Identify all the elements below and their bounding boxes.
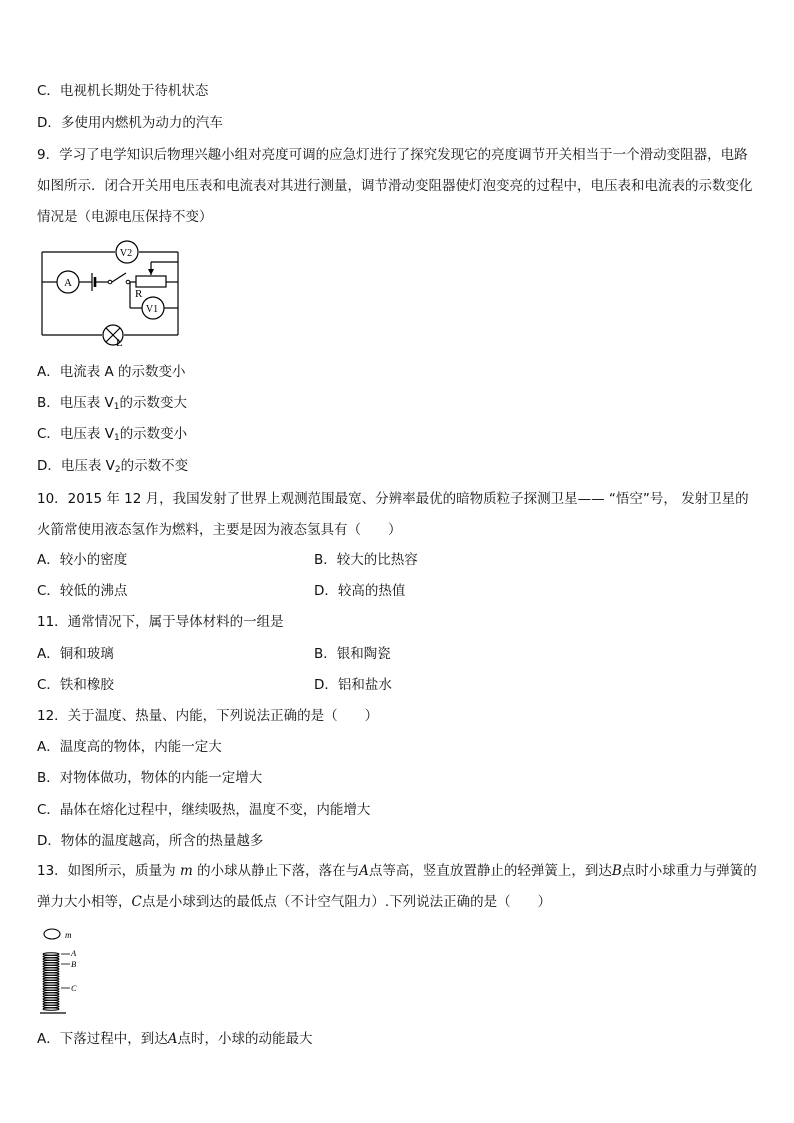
q10-option-b: B．较大的比热容: [314, 552, 418, 568]
q9-option-b: B．电压表 $V_1$的示数变大: [37, 395, 188, 412]
q13-spring-diagram: [38, 924, 88, 1016]
ammeter-label: A: [64, 277, 72, 289]
lamp-label: L: [116, 337, 123, 348]
point-a-label: A: [71, 948, 77, 958]
q12-option-c: C．晶体在熔化过程中，继续吸热，温度不变，内能增大: [37, 802, 371, 818]
q11-option-c: C．铁和橡胶: [37, 677, 114, 693]
q12-option-a: A．温度高的物体，内能一定大: [37, 739, 222, 755]
q8-option-c: C．电视机长期处于待机状态: [37, 83, 209, 99]
q9-option-d: D．电压表 $V_2$的示数不变: [37, 458, 189, 475]
q12-option-b: B．对物体做功，物体的内能一定增大: [37, 770, 263, 786]
resistor-label: R: [135, 288, 143, 300]
q12-option-d: D．物体的温度越高，所含的热量越多: [37, 833, 264, 849]
q9-stem: 9．学习了电学知识后物理兴趣小组对亮度可调的应急灯进行了探究发现它的亮度调节开关相当于一个滑动变阻器，电路如图所示．闭合开关用电压表和电流表对其进行测量，调节滑动变阻器使灯泡变亮的过程中，电压表和电流表的示数变化情况是（电源电压保持不变）: [37, 147, 753, 225]
q9-option-a: A．电流表 A 的示数变小: [37, 364, 186, 380]
q9-circuit-diagram: [38, 238, 186, 348]
q10-stem: 10．2015 年 12 月，我国发射了世界上观测范围最宽、分辨率最优的暗物质粒子探测卫星—— “悟空”号， 发射卫星的火箭常使用液态氢作为燃料，主要是因为液态氢具有（ ）: [37, 491, 749, 538]
q9-option-c: C．电压表 $V_1$的示数变小: [37, 426, 188, 443]
q11-stem: 11．通常情况下，属于导体材料的一组是: [37, 614, 284, 630]
point-b-label: B: [71, 959, 77, 969]
v2-label: V2: [119, 248, 133, 259]
q11-option-a: A．铜和玻璃: [37, 646, 114, 662]
q10-option-c: C．较低的沸点: [37, 583, 128, 599]
spring-coil: [43, 1008, 59, 1011]
q13-option-a: A．下落过程中，到达A点时，小球的动能最大: [37, 1031, 313, 1047]
q10-option-a: A．较小的密度: [37, 552, 128, 568]
q11-option-d: D．铝和盐水: [314, 677, 392, 693]
ball-mass-label: m: [65, 930, 72, 940]
q11-option-b: B．银和陶瓷: [314, 646, 391, 662]
q13-stem: 13．如图所示，质量为 m 的小球从静止下落，落在与A点等高，竖直放置静止的轻弹簧上，到达B点时小球重力与弹簧的弹力大小相等，C点是小球到达的最低点（不计空气阻力）.下列说法正确的是（ ）: [37, 863, 757, 910]
point-c-label: C: [71, 983, 77, 993]
q12-stem: 12．关于温度、热量、内能，下列说法正确的是（ ）: [37, 708, 379, 724]
q10-option-d: D．较高的热值: [314, 583, 406, 599]
v1-label: V1: [145, 304, 159, 315]
q8-option-d: D．多使用内燃机为动力的汽车: [37, 115, 223, 131]
